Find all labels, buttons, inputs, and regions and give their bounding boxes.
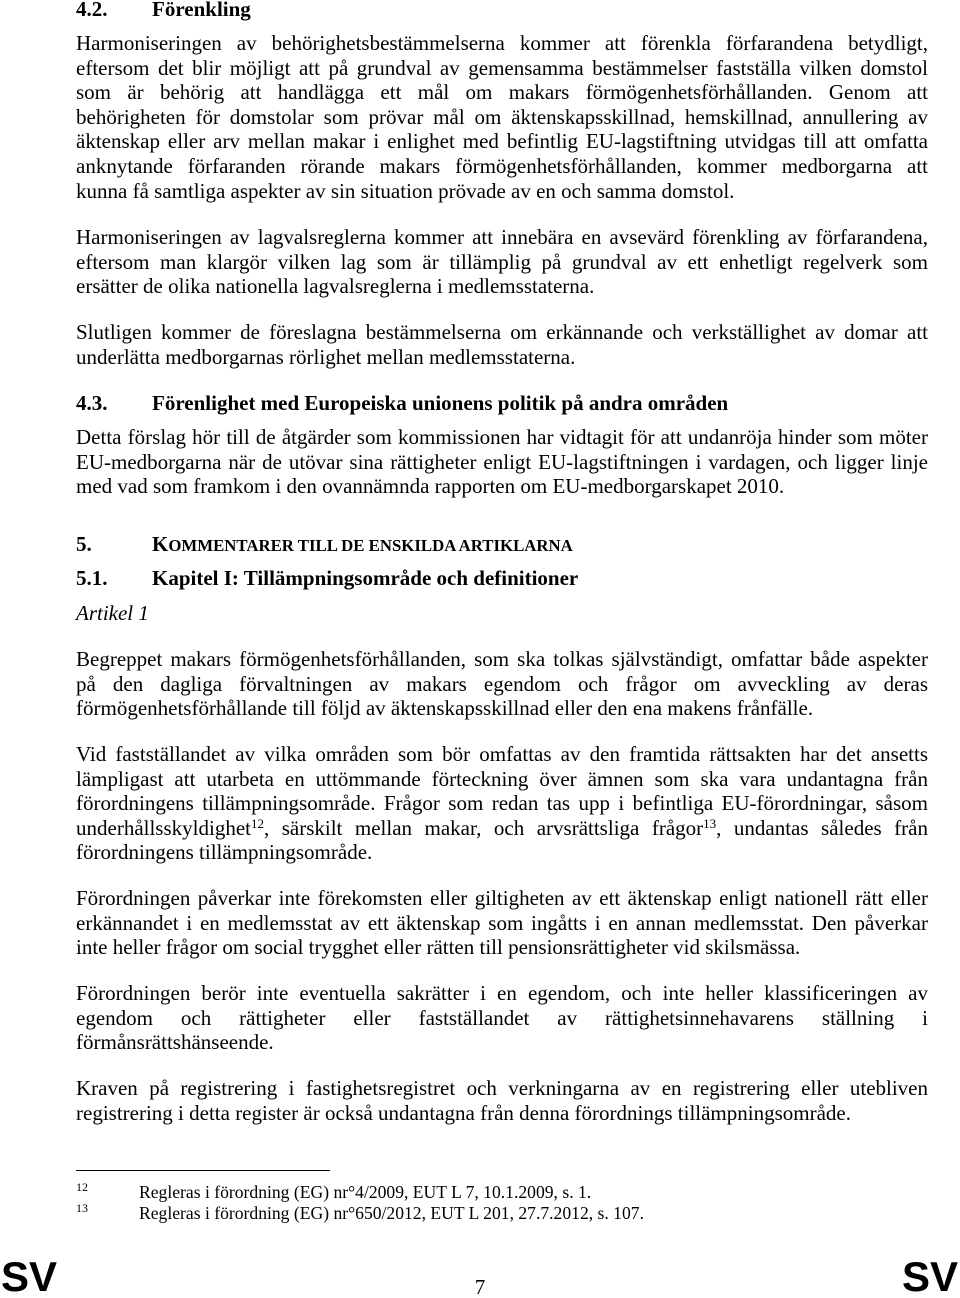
- paragraph-line: underlätta medborgarnas rörlighet mellan medlemsstaterna.: [76, 344, 576, 369]
- paragraph: [76, 320, 928, 369]
- section-title: [152, 532, 573, 559]
- paragraph-line: Slutligen kommer de föreslagna bestämmelserna om erkännande och verkställighet av domar att: [76, 320, 928, 344]
- paragraph-line: äktenskap eller arv mellan makar i enlighet med befintlig EU-lagstiftning utvidgas till att omfatta: [76, 129, 928, 154]
- paragraph-line: [76, 816, 928, 841]
- paragraph-line: förmånsrättshänseende.: [76, 1030, 274, 1055]
- paragraph: [76, 425, 928, 499]
- paragraph-line: kunna få samtliga aspekter av sin situation prövade av en och samma domstol.: [76, 178, 735, 203]
- paragraph-line: eftersom man klargör vilken lag som är tillämplig på grundval av ett enhetligt regelverk som: [76, 249, 928, 274]
- paragraph-line: EU-medborgarna när de utövar sina rättigheter enligt EU-lagstiftningen i vardagen, och ligger linje: [76, 449, 928, 474]
- section-heading-4-3: [76, 391, 928, 416]
- footnote-text: Regleras i förordning (EG) nr°650/2012, EUT L 201, 27.7.2012, s. 107.: [139, 1203, 644, 1223]
- paragraph-line: eftersom det blir möjligt att på grundval av gemensamma bestämmelser fastställa vilken domstol: [76, 55, 928, 80]
- paragraph-line: som är behörig att handlägga ett mål om makars förmögenhetsförhållanden. Genom att: [76, 80, 928, 105]
- paragraph-line: Förordningen påverkar inte förekomsten eller giltigheten av ett äktenskap enligt nationell rätt eller: [76, 886, 928, 910]
- paragraph-line: förordningens tillämpningsområde.: [76, 840, 373, 865]
- section-title: Förenkling: [152, 0, 251, 21]
- section-title: Förenlighet med Europeiska unionens politik på andra områden: [152, 391, 729, 415]
- footnote: [76, 1182, 928, 1203]
- footnote-ref-13: 13: [703, 815, 717, 831]
- section-heading-5: [76, 532, 928, 557]
- paragraph-line: Begreppet makars förmögenhetsförhållanden, som ska tolkas självständigt, omfattar både aspekter: [76, 647, 928, 671]
- section-number: 4.2.: [76, 0, 108, 21]
- section-heading-5-1: [76, 566, 928, 591]
- paragraph-line: Kraven på registrering i fastighetsregistret och verkningarna av en registrering eller utebliven: [76, 1076, 928, 1100]
- paragraph-line: Vid fastställandet av vilka områden som bör omfattas av den framtida rättsakten har det ansetts: [76, 742, 928, 766]
- paragraph: [76, 225, 928, 299]
- footnote-ref-12: 12: [250, 815, 264, 831]
- paragraph: [76, 1076, 928, 1125]
- paragraph: [76, 886, 928, 960]
- page-number: 7: [474, 1275, 486, 1298]
- paragraph-line: egendom och rättigheter eller fastställandet av rättighetsinnehavarens ställning i: [76, 1005, 928, 1030]
- section-title-small-caps: OMMENTARER TILL DE ENSKILDA ARTIKLARNA: [168, 536, 573, 555]
- paragraph-line: förordningens tillämpningsområde. Frågor som redan tas upp i befintliga EU-förordningar, såsom: [76, 791, 928, 816]
- paragraph-line: Harmoniseringen av lagvalsreglerna kommer att innebära en avsevärd förenkling av förfarandena,: [76, 225, 928, 249]
- paragraph: [76, 981, 928, 1055]
- section-title-initial: K: [152, 532, 169, 556]
- footnote-separator: [76, 1170, 330, 1171]
- paragraph-line: inte heller frågor om social trygghet eller rätten till pensionsrättigheter vid skilsmässa.: [76, 935, 801, 960]
- paragraph-line: anknytande förfaranden rörande makars förmögenhetsförhållanden, kommer medborgarna att: [76, 153, 928, 178]
- footer-language-right: SV: [901, 1253, 958, 1298]
- footnote-number: 13: [76, 1201, 88, 1215]
- paragraph-line: behörigheten för domstolar som prövar mål om äktenskapsskillnad, hemskillnad, annullering av: [76, 104, 928, 129]
- footnote: [76, 1203, 928, 1224]
- paragraph-line: lämpligast att utarbeta en uttömmande förteckning över ämnen som ska vara undantagna från: [76, 766, 928, 791]
- paragraph-line: Förordningen berör inte eventuella sakrätter i en egendom, och inte heller klassificeringen av: [76, 981, 928, 1005]
- line-text: , undantas således från: [716, 815, 928, 840]
- paragraph-line: Detta förslag hör till de åtgärder som kommissionen har vidtagit för att undanröja hinder som möter: [76, 425, 928, 449]
- paragraph: [76, 31, 928, 203]
- section-number: 5.1.: [76, 566, 108, 590]
- paragraph-line: erkännandet i en medlemsstat av ett äktenskap som ingåtts i en annan medlemsstat. Den påverkar: [76, 910, 928, 935]
- footer-language-left: SV: [1, 1253, 58, 1298]
- section-title: Kapitel I: Tillämpningsområde och definitioner: [152, 566, 579, 590]
- article-heading: Artikel 1: [76, 601, 149, 625]
- paragraph-line: förmögenhetsförhållande till följd av äktenskapsskillnad eller den ena makens frånfälle.: [76, 696, 814, 721]
- paragraph-line: Harmoniseringen av behörighetsbestämmelserna kommer att förenkla förfarandena betydligt,: [76, 31, 928, 55]
- paragraph-line: ersätter de olika nationella lagvalsreglerna i medlemsstaterna.: [76, 274, 595, 299]
- footnote-number: 12: [76, 1180, 88, 1194]
- section-number: 4.3.: [76, 391, 108, 415]
- line-text: , särskilt mellan makar, och arvsrättsliga frågor: [263, 815, 704, 840]
- footnote-text: Regleras i förordning (EG) nr°4/2009, EUT L 7, 10.1.2009, s. 1.: [139, 1182, 592, 1202]
- line-text: underhållsskyldighet: [76, 815, 251, 840]
- paragraph: [76, 742, 928, 865]
- paragraph-line: med vad som framkom i den ovannämnda rapporten om EU-medborgarskapet 2010.: [76, 474, 785, 499]
- paragraph-line: registrering i detta register är också undantagna från denna förordnings tillämpningsområde.: [76, 1100, 851, 1125]
- section-heading-4-2: [76, 0, 928, 22]
- section-number: 5.: [76, 532, 92, 556]
- paragraph: [76, 647, 928, 721]
- paragraph-line: på den dagliga förvaltningen av makars egendom och frågor om avveckling av deras: [76, 671, 928, 696]
